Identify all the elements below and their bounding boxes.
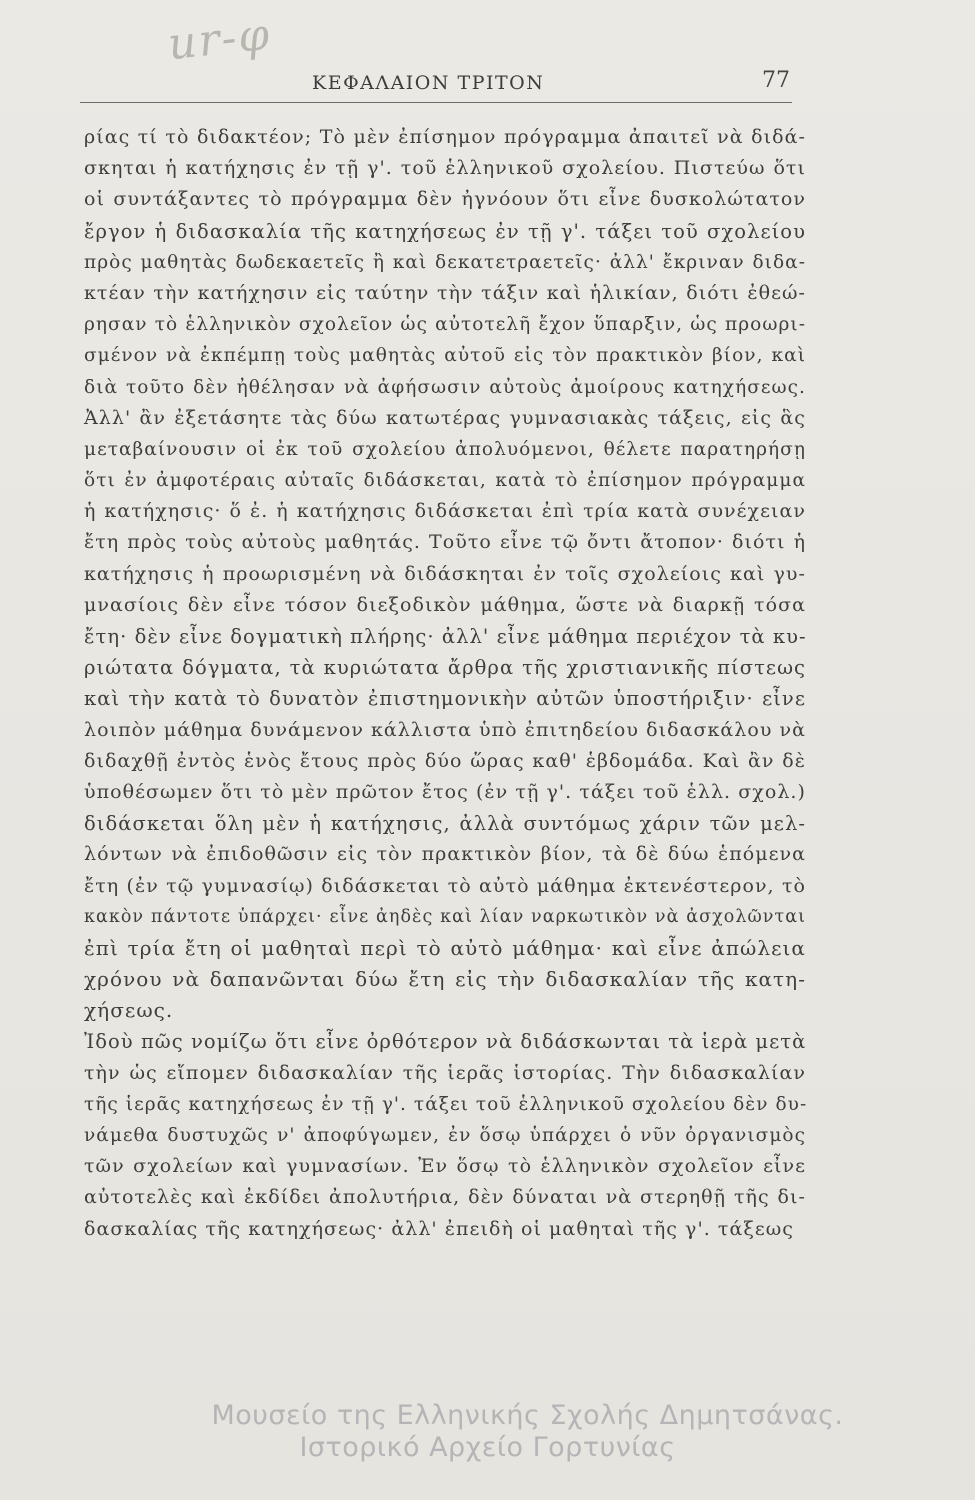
text-line: τὴν ὡς εἴπομεν διδασκαλίαν τῆς ἱερᾶς ἱστορίας. Τὴν διδασκαλίαν — [84, 1061, 806, 1084]
text-line: ἔργον ἡ διδασκαλία τῆς κατηχήσεως ἐν τῇ γ'. τάξει τοῦ σχολείου — [84, 219, 806, 243]
text-line: ὑποθέσωμεν ὅτι τὸ μὲν πρῶτον ἔτος (ἐν τῇ γ'. τάξει τοῦ ἑλλ. σχολ.) — [84, 780, 806, 803]
text-line: οἱ συντάξαντες τὸ πρόγραμμα δὲν ἠγνόουν ὅτι εἶνε δυσκολώτατον — [84, 188, 806, 211]
text-line: διὰ τοῦτο δὲν ἠθέλησαν νὰ ἀφήσωσιν αὐτοὺς ἀμοίρους κατηχήσεως. — [84, 376, 806, 398]
handwritten-note: ur-φ — [165, 8, 274, 71]
text-line: αὐτοτελὲς καὶ ἐκδίδει ἀπολυτήρια, δὲν δύναται νὰ στερηθῇ τῆς δι- — [84, 1186, 806, 1209]
text-line: ἔτη πρὸς τοὺς αὐτοὺς μαθητάς. Τοῦτο εἶνε τῷ ὄντι ἄτοπον· διότι ἡ — [84, 531, 806, 554]
running-header — [80, 64, 792, 103]
text-line: χήσεως. — [84, 998, 174, 1023]
text-line: κακὸν πάντοτε ὑπάρχει· εἶνε ἀηδὲς καὶ λίαν ναρκωτικὸν νὰ ἀσχολῶνται — [84, 906, 806, 927]
watermark-museum: Μουσείο της Ελληνικής Σχολής Δημητσάνας. — [211, 1400, 844, 1431]
text-line: λόντων νὰ ἐπιδοθῶσιν εἰς τὸν πρακτικὸν βίον, τὰ δὲ δύω ἑπόμενα — [84, 843, 806, 866]
text-line: μνασίοις δὲν εἶνε τόσον διεξοδικὸν μάθημα, ὥστε νὰ διαρκῇ τόσα — [84, 593, 806, 616]
text-line: σκηται ἡ κατήχησις ἐν τῇ γ'. τοῦ ἑλληνικοῦ σχολείου. Πιστεύω ὅτι — [84, 157, 806, 180]
text-line: ριώτατα δόγματα, τὰ κυριώτατα ἄρθρα τῆς χριστιανικῆς πίστεως — [84, 656, 806, 680]
page-number: 77 — [762, 68, 790, 93]
text-line: ρίας τί τὸ διδακτέον; Τὸ μὲν ἐπίσημον πρόγραμμα ἀπαιτεῖ νὰ διδά- — [84, 126, 806, 148]
text-line: τῆς ἱερᾶς κατηχήσεως ἐν τῇ γ'. τάξει τοῦ ἑλληνικοῦ σχολείου δὲν δυ- — [84, 1093, 808, 1115]
text-line: χρόνου νὰ δαπανῶνται δύω ἔτη εἰς τὴν διδασκαλίαν τῆς κατη- — [84, 967, 806, 992]
text-line: πρὸς μαθητὰς δωδεκαετεῖς ἢ καὶ δεκατετραετεῖς· ἀλλ' ἔκριναν διδα- — [84, 251, 806, 273]
text-line: κτέαν τὴν κατήχησιν εἰς ταύτην τὴν τάξιν καὶ ἡλικίαν, διότι ἐθεώ- — [84, 281, 806, 304]
text-line: λοιπὸν μάθημα δυνάμενον κάλλιστα ὑπὸ ἐπιτηδείου διδασκάλου νὰ — [84, 718, 807, 741]
text-line: καὶ τὴν κατὰ τὸ δυνατὸν ἐπιστημονικὴν αὐτῶν ὑποστήριξιν· εἶνε — [84, 687, 806, 711]
text-line: δασκαλίας τῆς κατηχήσεως· ἀλλ' ἐπειδὴ οἱ μαθηταὶ τῆς γ'. τάξεως — [84, 1217, 794, 1240]
text-line: ρησαν τὸ ἑλληνικὸν σχολεῖον ὡς αὐτοτελῆ ἔχον ὕπαρξιν, ὡς προωρι- — [84, 314, 806, 336]
text-line: κατήχησις ἡ προωρισμένη νὰ διδάσκηται ἐν τοῖς σχολείοις καὶ γυ- — [84, 562, 806, 585]
text-line: ἐπὶ τρία ἔτη οἱ μαθηταὶ περὶ τὸ αὐτὸ μάθημα· καὶ εἶνε ἀπώλεια — [84, 935, 806, 960]
text-line: Ἰδοὺ πῶς νομίζω ὅτι εἶνε ὀρθότερον νὰ διδάσκωνται τὰ ἱερὰ μετὰ — [84, 1030, 807, 1054]
text-line: διδάσκεται ὅλη μὲν ἡ κατήχησις, ἀλλὰ συντόμως χάριν τῶν μελ- — [84, 812, 806, 836]
text-line: τῶν σχολείων καὶ γυμνασίων. Ἐν ὅσῳ τὸ ἑλληνικὸν σχολεῖον εἶνε — [84, 1155, 806, 1178]
text-line: ἔτη· δὲν εἶνε δογματικὴ πλήρης· ἀλλ' εἶνε μάθημα περιέχον τὰ κυ- — [84, 625, 807, 648]
text-line: ἡ κατήχησις· ὅ ἐ. ἡ κατήχησις διδάσκεται ἐπὶ τρία κατὰ συνέχειαν — [84, 500, 806, 523]
text-line: ἔτη (ἐν τῷ γυμνασίῳ) διδάσκεται τὸ αὐτὸ μάθημα ἐκτενέστερον, τὸ — [84, 874, 806, 897]
body-text — [84, 122, 806, 1245]
text-line: διδαχθῇ ἐντὸς ἑνὸς ἔτους πρὸς δύο ὥρας καθ' ἑβδομάδα. Καὶ ἂν δὲ — [84, 749, 806, 772]
text-line: μεταβαίνουσιν οἱ ἐκ τοῦ σχολείου ἀπολυόμενοι, θέλετε παρατηρήσῃ — [84, 438, 806, 460]
text-line: Ἀλλ' ἂν ἐξετάσητε τὰς δύω κατωτέρας γυμνασιακὰς τάξεις, εἰς ἃς — [84, 406, 806, 429]
text-line: νάμεθα δυστυχῶς ν' ἀποφύγωμεν, ἐν ὅσῳ ὑπάρχει ὁ νῦν ὀργανισμὸς — [84, 1125, 806, 1146]
chapter-title: ΚΕΦΑΛΑΙΟΝ ΤΡΙΤΟΝ — [312, 72, 545, 94]
text-line: ὅτι ἐν ἀμφοτέραις αὐταῖς διδάσκεται, κατὰ τὸ ἐπίσημον πρόγραμμα — [84, 470, 806, 492]
text-line: σμένον νὰ ἐκπέμπῃ τοὺς μαθητὰς αὐτοῦ εἰς τὸν πρακτικὸν βίον, καὶ — [84, 345, 806, 367]
watermark-archive: Ιστορικό Αρχείο Γορτυνίας — [299, 1432, 676, 1463]
